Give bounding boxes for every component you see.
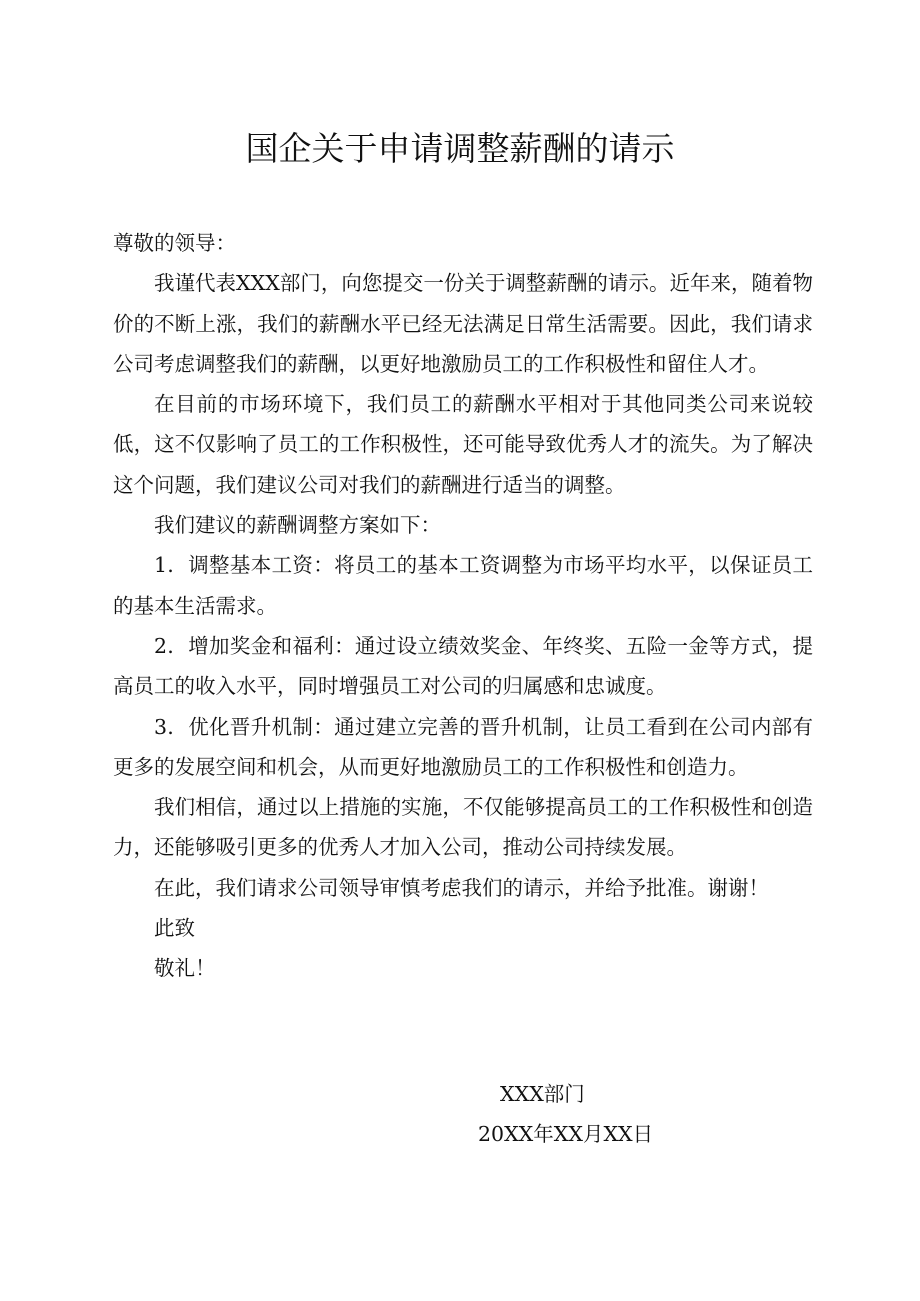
closing-cizhi: 此致 <box>154 916 195 941</box>
salutation: 尊敬的领导： <box>113 231 236 255</box>
closing-jingli: 敬礼！ <box>154 956 216 981</box>
paragraph-item-3: 3．优化晋升机制：通过建立完善的晋升机制，让员工看到在公司内部有更多的发展空间和机会，从而更好地激励员工的工作积极性和创造力。 <box>113 714 813 779</box>
signature-date: 20XX年XX月XX日 <box>478 1122 654 1146</box>
paragraph-item-1: 1．调整基本工资：将员工的基本工资调整为市场平均水平，以保证员工的基本生活需求。 <box>113 553 813 618</box>
paragraph-proposal-intro: 我们建议的薪酬调整方案如下： <box>154 513 441 538</box>
paragraph-item-2: 2．增加奖金和福利：通过设立绩效奖金、年终奖、五险一金等方式，提高员工的收入水平，同时增强员工对公司的归属感和忠诚度。 <box>113 633 813 699</box>
paragraph-belief: 我们相信，通过以上措施的实施，不仅能够提高员工的工作积极性和创造力，还能够吸引更多的优秀人才加入公司，推动公司持续发展。 <box>113 795 813 860</box>
signature-block <box>478 1074 778 1154</box>
document-title: 国企关于申请调整薪酬的请示 <box>245 129 675 168</box>
signature-department: XXX部门 <box>500 1082 585 1106</box>
document-body <box>113 223 813 989</box>
paragraph-request: 在此，我们请求公司领导审慎考虑我们的请示，并给予批准。谢谢！ <box>154 875 769 900</box>
paragraph-intro: 我谨代表XXX部门，向您提交一份关于调整薪酬的请示。近年来，随着物价的不断上涨，我们的薪酬水平已经无法满足日常生活需要。因此，我们请求公司考虑调整我们的薪酬，以更好地激励员工的工作积极性和留住人才。 <box>113 271 813 376</box>
paragraph-market: 在目前的市场环境下，我们员工的薪酬水平相对于其他同类公司来说较低，这不仅影响了员工的工作积极性，还可能导致优秀人才的流失。为了解决这个问题，我们建议公司对我们的薪酬进行适当的调整。 <box>113 392 813 497</box>
